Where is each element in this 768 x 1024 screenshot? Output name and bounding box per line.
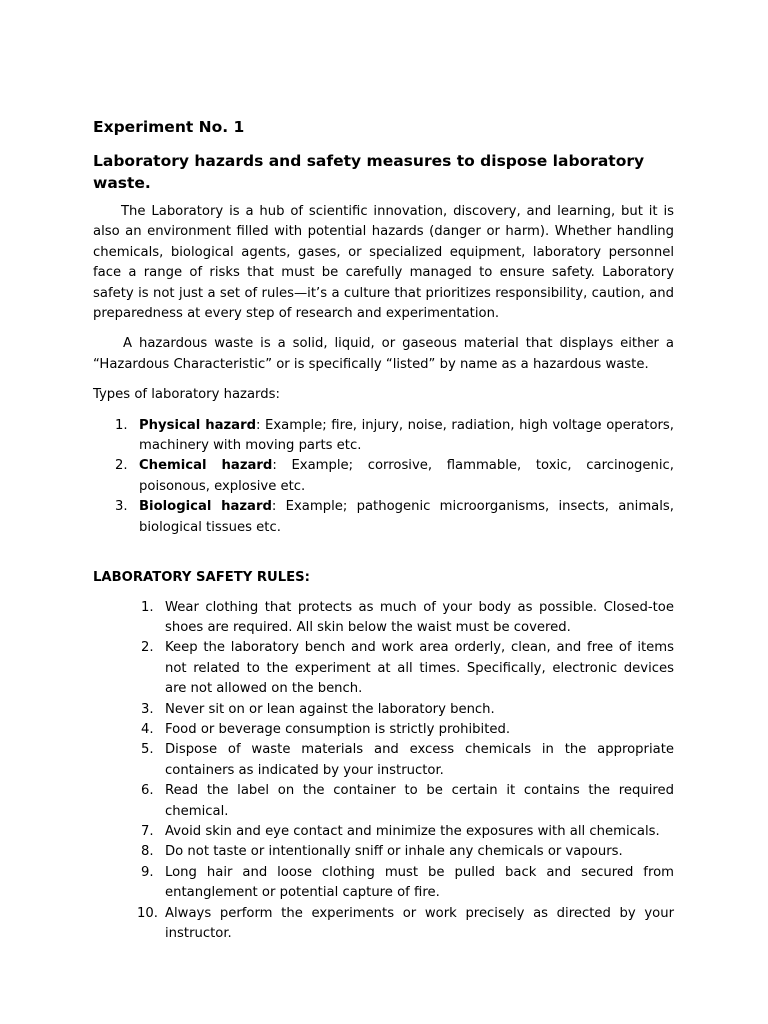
list-number: 6. xyxy=(141,783,154,799)
intro-paragraph: The Laboratory is a hub of scientific innovation, discovery, and learning, but it is also an environment filled with potential hazards (danger or harm). Whether handling chemicals, biological agents, gases, or specialized equipment, laboratory personnel face a range of risks that must be carefully managed to ensure safety. Laboratory safety is not just a set of rules—it’s a culture that prioritizes responsibility, caution, and preparedness at every step of research and experimentation. xyxy=(93,204,674,322)
rule-text: Wear clothing that protects as much of your body as possible. Closed-toe shoes are required. All skin below the waist must be covered. xyxy=(165,599,674,635)
hazard-list xyxy=(93,416,674,538)
rule-text: Food or beverage consumption is strictly prohibited. xyxy=(165,721,511,737)
list-number: 8. xyxy=(141,844,154,860)
list-number: 5. xyxy=(141,742,154,758)
hazardous-waste-paragraph: A hazardous waste is a solid, liquid, or gaseous material that displays either a “Hazardous Characteristic” or is specifically “listed” by name as a hazardous waste. xyxy=(93,336,674,372)
rule-text: Read the label on the container to be certain it contains the required chemical. xyxy=(165,783,674,819)
hazard-term: Biological hazard xyxy=(139,499,272,515)
hazard-types-heading: Types of laboratory hazards: xyxy=(93,387,280,403)
list-number: 1. xyxy=(115,417,128,433)
list-number: 3. xyxy=(115,499,128,515)
list-number: 2. xyxy=(115,458,128,474)
document-page xyxy=(93,116,674,944)
list-item xyxy=(141,822,674,842)
list-item xyxy=(141,700,674,720)
hazard-description: : Example; fire, injury, noise, radiation, high voltage operators, machinery with moving parts etc. xyxy=(139,417,674,454)
list-number: 3. xyxy=(141,701,154,717)
rule-text: Do not taste or intentionally sniff or inhale any chemicals or vapours. xyxy=(165,844,623,860)
document-title: Laboratory hazards and safety measures to dispose laboratory waste. xyxy=(93,152,645,192)
rule-text: Keep the laboratory bench and work area orderly, clean, and free of items not related to the experiment at all times. Specifically, electronic devices are not allowed on the bench. xyxy=(165,640,674,697)
experiment-title: Experiment No. 1 xyxy=(93,118,245,136)
rule-text: Avoid skin and eye contact and minimize the exposures with all chemicals. xyxy=(165,823,660,839)
list-item xyxy=(141,720,674,740)
list-item xyxy=(141,842,674,862)
hazard-term: Chemical hazard xyxy=(139,458,273,474)
rule-text: Long hair and loose clothing must be pulled back and secured from entanglement or potential capture of fire. xyxy=(165,864,674,901)
list-item xyxy=(141,740,674,781)
safety-rules-heading: LABORATORY SAFETY RULES: xyxy=(93,570,310,586)
list-item xyxy=(115,456,674,497)
list-item xyxy=(137,904,674,945)
list-item xyxy=(115,416,674,457)
list-item xyxy=(141,863,674,904)
rule-text: Dispose of waste materials and excess chemicals in the appropriate containers as indicated by your instructor. xyxy=(165,742,674,778)
list-number: 10. xyxy=(137,905,158,921)
list-number: 7. xyxy=(141,823,154,839)
hazard-description: : Example; pathogenic microorganisms, insects, animals, biological tissues etc. xyxy=(139,499,674,535)
list-item xyxy=(141,638,674,699)
hazard-description: : Example; corrosive, flammable, toxic, carcinogenic, poisonous, explosive etc. xyxy=(139,458,674,494)
list-item xyxy=(141,781,674,822)
rule-text: Always perform the experiments or work precisely as directed by your instructor. xyxy=(165,905,674,941)
list-number: 4. xyxy=(141,721,154,737)
hazard-term: Physical hazard xyxy=(139,417,257,433)
list-number: 1. xyxy=(141,599,154,615)
safety-rules-list xyxy=(93,598,674,945)
list-number: 2. xyxy=(141,640,154,656)
rule-text: Never sit on or lean against the laboratory bench. xyxy=(165,701,495,717)
list-number: 9. xyxy=(141,864,154,880)
list-item xyxy=(115,497,674,538)
list-item xyxy=(141,598,674,639)
